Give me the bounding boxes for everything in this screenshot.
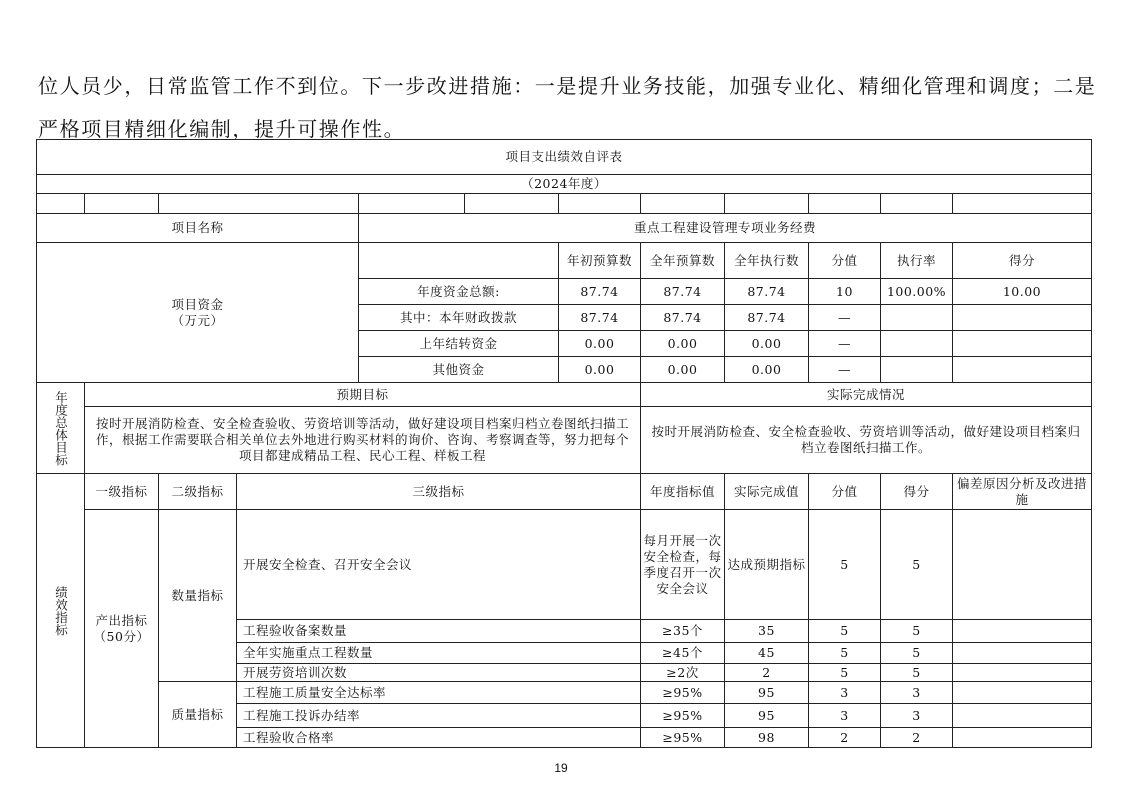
level1-output-indicator: 产出指标 （50分） <box>85 510 159 748</box>
indicator-row <box>37 682 1092 704</box>
funds-row-label: 上年结转资金 <box>359 331 559 357</box>
funds-row-label: 年度资金总额: <box>359 279 559 305</box>
funds-score-value: — <box>809 331 881 357</box>
funds-annual: 0.00 <box>641 357 725 383</box>
indicator-score-value: 3 <box>809 682 881 704</box>
indicator-header-deviation: 偏差原因分析及改进措施 <box>953 474 1092 510</box>
funds-annual: 0.00 <box>641 331 725 357</box>
indicator-score: 5 <box>881 510 953 620</box>
indicator-target: ≥95% <box>641 682 725 704</box>
indicator-target: ≥35个 <box>641 620 725 643</box>
funds-executed: 87.74 <box>725 279 809 305</box>
indicator-score: 2 <box>881 728 953 748</box>
indicator-header-target: 年度指标值 <box>641 474 725 510</box>
indicator-actual: 45 <box>725 643 809 664</box>
performance-self-evaluation-table <box>36 139 1092 748</box>
indicator-actual: 98 <box>725 728 809 748</box>
indicator-actual: 达成预期指标 <box>725 510 809 620</box>
indicator-note <box>953 664 1092 682</box>
funds-score-value: 10 <box>809 279 881 305</box>
funds-header-score: 得分 <box>953 243 1092 279</box>
indicator-name: 工程施工投诉办结率 <box>237 704 641 728</box>
level2-quantity-indicator: 数量指标 <box>159 510 237 682</box>
indicator-score-value: 5 <box>809 643 881 664</box>
funds-annual: 87.74 <box>641 305 725 331</box>
funds-annual: 87.74 <box>641 279 725 305</box>
project-name-label: 项目名称 <box>37 214 359 243</box>
indicator-actual: 95 <box>725 704 809 728</box>
indicator-target: 每月开展一次安全检查，每季度召开一次安全会议 <box>641 510 725 620</box>
page-number: 19 <box>554 761 568 775</box>
funds-score <box>953 305 1092 331</box>
funds-initial: 87.74 <box>559 305 641 331</box>
actual-completion-text: 按时开展消防检查、安全检查验收、劳资培训等活动，做好建设项目档案归档立卷图纸扫描工作。 <box>641 407 1092 474</box>
expected-goal-header: 预期目标 <box>85 383 641 407</box>
indicator-note <box>953 682 1092 704</box>
indicator-name: 开展劳资培训次数 <box>237 664 641 682</box>
funds-rate <box>881 331 953 357</box>
indicator-header-score-value: 分值 <box>809 474 881 510</box>
table-year: （2024年度） <box>37 175 1092 194</box>
performance-indicators-label: 绩效指标 <box>37 474 85 748</box>
indicator-header-level1: 一级指标 <box>85 474 159 510</box>
funds-executed: 0.00 <box>725 357 809 383</box>
spacer-row <box>37 194 1092 214</box>
indicator-note <box>953 510 1092 620</box>
funds-score: 10.00 <box>953 279 1092 305</box>
paragraph-line-2: 严格项目精细化编制，提升可操作性。 <box>38 117 406 141</box>
indicator-score-value: 5 <box>809 664 881 682</box>
level2-quality-indicator: 质量指标 <box>159 682 237 748</box>
funds-initial: 0.00 <box>559 357 641 383</box>
funds-header-annual: 全年预算数 <box>641 243 725 279</box>
indicator-name: 工程验收备案数量 <box>237 620 641 643</box>
indicator-name: 开展安全检查、召开安全会议 <box>237 510 641 620</box>
funds-label: 项目资金 （万元） <box>37 243 359 383</box>
indicator-name: 工程施工质量安全达标率 <box>237 682 641 704</box>
indicator-target: ≥2次 <box>641 664 725 682</box>
indicator-target: ≥45个 <box>641 643 725 664</box>
funds-score <box>953 331 1092 357</box>
indicator-score: 5 <box>881 620 953 643</box>
indicator-name: 工程验收合格率 <box>237 728 641 748</box>
actual-completion-header: 实际完成情况 <box>641 383 1092 407</box>
indicator-note <box>953 620 1092 643</box>
indicator-row <box>37 510 1092 620</box>
indicator-header-level3: 三级指标 <box>237 474 641 510</box>
indicator-actual: 2 <box>725 664 809 682</box>
indicator-score: 5 <box>881 643 953 664</box>
funds-header-initial: 年初预算数 <box>559 243 641 279</box>
funds-row-label: 其他资金 <box>359 357 559 383</box>
indicator-header-level2: 二级指标 <box>159 474 237 510</box>
indicator-score-value: 5 <box>809 620 881 643</box>
funds-header-blank <box>359 243 559 279</box>
indicator-header-actual: 实际完成值 <box>725 474 809 510</box>
funds-score-value: — <box>809 357 881 383</box>
funds-score <box>953 357 1092 383</box>
funds-executed: 0.00 <box>725 331 809 357</box>
indicator-score: 3 <box>881 682 953 704</box>
funds-score-value: — <box>809 305 881 331</box>
funds-rate <box>881 305 953 331</box>
annual-goal-label: 年度总体目标 <box>37 383 85 474</box>
funds-header-executed: 全年执行数 <box>725 243 809 279</box>
expected-goal-text: 按时开展消防检查、安全检查验收、劳资培训等活动，做好建设项目档案归档立卷图纸扫描工作，根据工作需要联合相关单位去外地进行购买材料的询价、咨询、考察调查等，努力把每个项目都建成精品工程、民心工程、样板工程 <box>85 407 641 474</box>
indicator-score: 5 <box>881 664 953 682</box>
funds-initial: 87.74 <box>559 279 641 305</box>
indicator-target: ≥95% <box>641 728 725 748</box>
indicator-actual: 35 <box>725 620 809 643</box>
table-title: 项目支出绩效自评表 <box>37 140 1092 175</box>
indicator-score-value: 2 <box>809 728 881 748</box>
project-name-value: 重点工程建设管理专项业务经费 <box>359 214 1092 243</box>
indicator-note <box>953 728 1092 748</box>
funds-rate <box>881 357 953 383</box>
indicator-score-value: 3 <box>809 704 881 728</box>
indicator-score-value: 5 <box>809 510 881 620</box>
paragraph-line-1: 位人员少，日常监管工作不到位。下一步改进措施：一是提升业务技能，加强专业化、精细化管理和调度；二是 <box>38 74 1097 98</box>
indicator-score: 3 <box>881 704 953 728</box>
indicator-header-score: 得分 <box>881 474 953 510</box>
funds-header-score-value: 分值 <box>809 243 881 279</box>
indicator-note <box>953 704 1092 728</box>
funds-row-label: 其中：本年财政拨款 <box>359 305 559 331</box>
indicator-target: ≥95% <box>641 704 725 728</box>
indicator-actual: 95 <box>725 682 809 704</box>
indicator-note <box>953 643 1092 664</box>
funds-header-rate: 执行率 <box>881 243 953 279</box>
funds-initial: 0.00 <box>559 331 641 357</box>
funds-executed: 87.74 <box>725 305 809 331</box>
funds-rate: 100.00% <box>881 279 953 305</box>
indicator-name: 全年实施重点工程数量 <box>237 643 641 664</box>
